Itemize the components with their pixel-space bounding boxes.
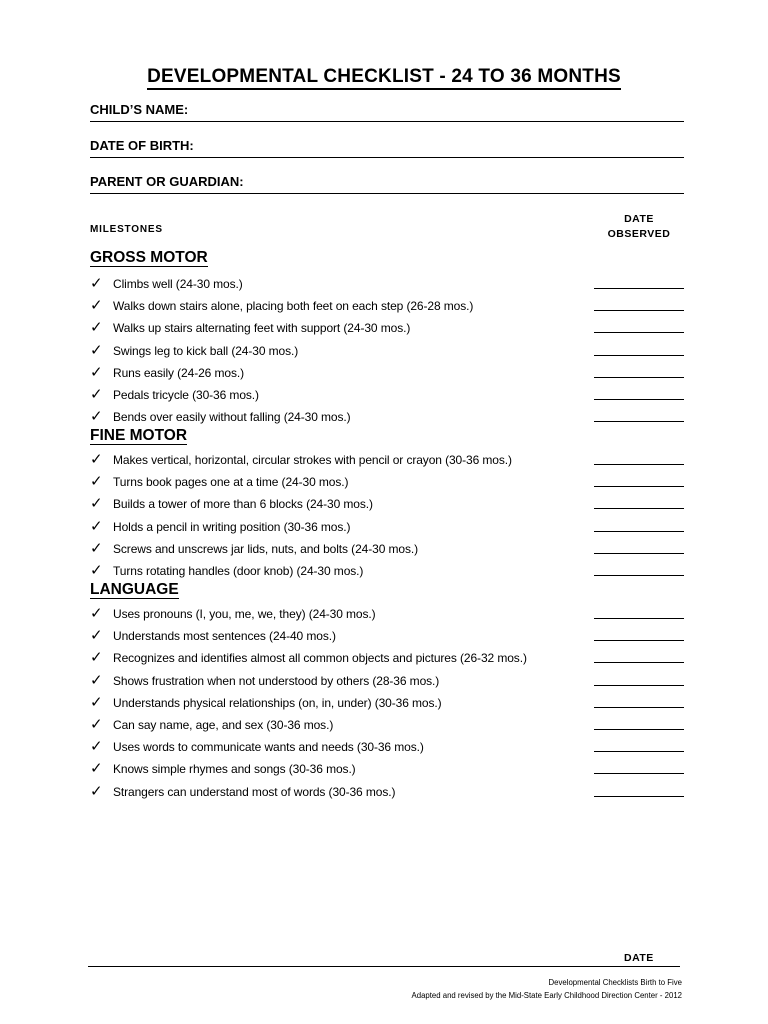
date-observed-column-header <box>594 212 684 242</box>
milestone-text: Makes vertical, horizontal, circular strokes with pencil or crayon (30-36 mos.) <box>113 453 512 467</box>
milestone-text: Strangers can understand most of words (30-36 mos.) <box>113 784 396 799</box>
milestone-text: Understands physical relationships (on, in, under) (30-36 mos.) <box>113 695 442 710</box>
checkmark-icon: ✓ <box>90 274 103 292</box>
footer-signature-line[interactable] <box>88 966 680 967</box>
milestone-text: Builds a tower of more than 6 blocks (24-30 mos.) <box>113 497 373 512</box>
page-title: DEVELOPMENTAL CHECKLIST - 24 TO 36 MONTHS <box>0 66 768 88</box>
date-observed-line[interactable] <box>594 332 684 333</box>
milestone-text: Turns rotating handles (door knob) (24-30 mos.) <box>113 564 364 578</box>
checkmark-icon: ✓ <box>90 670 103 689</box>
milestone-text: Bends over easily without falling (24-30 mos.) <box>113 410 351 425</box>
milestone-item <box>90 298 684 318</box>
parent-guardian-field[interactable] <box>90 172 684 194</box>
milestone-text: Climbs well (24-30 mos.) <box>113 277 243 291</box>
checkmark-icon: ✓ <box>90 362 103 381</box>
footer-credit-title: Developmental Checklists Birth to Five <box>548 978 682 987</box>
date-observed-line[interactable] <box>594 553 684 554</box>
milestone-text: Runs easily (24-26 mos.) <box>113 365 244 380</box>
parent-guardian-label: PARENT OR GUARDIAN: <box>90 174 244 189</box>
checkmark-icon: ✓ <box>90 538 103 557</box>
milestone-text: Holds a pencil in writing position (30-36 mos.) <box>113 519 351 534</box>
checkmark-icon: ✓ <box>90 715 103 733</box>
milestone-item <box>90 563 684 583</box>
milestone-text: Can say name, age, and sex (30-36 mos.) <box>113 718 334 732</box>
date-observed-line[interactable] <box>594 707 684 708</box>
milestone-text: Turns book pages one at a time (24-30 mos.) <box>113 475 349 490</box>
milestone-item <box>90 516 684 539</box>
milestone-item <box>90 781 684 804</box>
footer-date-label: DATE <box>624 952 654 964</box>
milestone-item <box>90 320 684 340</box>
milestone-item <box>90 340 684 363</box>
milestone-item <box>90 761 684 781</box>
date-of-birth-label: DATE OF BIRTH: <box>90 138 194 153</box>
section-heading: LANGUAGE <box>90 581 179 598</box>
milestone-item <box>90 496 684 516</box>
milestone-item <box>90 606 684 626</box>
date-observed-line[interactable] <box>594 662 684 663</box>
milestone-item <box>90 362 684 385</box>
date-observed-line[interactable] <box>594 464 684 465</box>
milestone-text: Uses words to communicate wants and needs (30-36 mos.) <box>113 740 424 755</box>
checkmark-icon: ✓ <box>90 472 103 491</box>
date-observed-line[interactable] <box>594 729 684 730</box>
child-name-label: CHILD’S NAME: <box>90 102 189 117</box>
date-observed-line[interactable] <box>594 355 684 356</box>
date-observed-line[interactable] <box>594 399 684 400</box>
section-heading: GROSS MOTOR <box>90 249 208 266</box>
checkmark-icon: ✓ <box>90 604 103 622</box>
milestone-item <box>90 650 684 670</box>
date-observed-line[interactable] <box>594 421 684 422</box>
milestone-item <box>90 474 684 494</box>
milestone-item <box>90 670 684 693</box>
checkmark-icon: ✓ <box>90 407 103 426</box>
date-observed-line[interactable] <box>594 618 684 619</box>
date-header-line1: DATE <box>624 213 654 225</box>
date-observed-line[interactable] <box>594 531 684 532</box>
date-observed-line[interactable] <box>594 575 684 576</box>
checkmark-icon: ✓ <box>90 385 103 403</box>
date-observed-line[interactable] <box>594 310 684 311</box>
milestone-text: Recognizes and identifies almost all common objects and pictures (26-32 mos.) <box>113 651 527 666</box>
milestone-text: Pedals tricycle (30-36 mos.) <box>113 388 259 402</box>
date-of-birth-field[interactable] <box>90 136 684 158</box>
milestones-column-header: MILESTONES <box>90 224 163 235</box>
milestone-text: Walks down stairs alone, placing both feet on each step (26-28 mos.) <box>113 299 474 314</box>
checkmark-icon: ✓ <box>90 318 103 337</box>
date-observed-line[interactable] <box>594 796 684 797</box>
date-observed-line[interactable] <box>594 685 684 686</box>
milestone-text: Swings leg to kick ball (24-30 mos.) <box>113 343 299 358</box>
checkmark-icon: ✓ <box>90 516 103 535</box>
milestone-item <box>90 739 684 759</box>
date-header-line2: OBSERVED <box>607 228 671 240</box>
milestone-item <box>90 276 684 296</box>
date-observed-line[interactable] <box>594 508 684 509</box>
checkmark-icon: ✓ <box>90 561 103 579</box>
milestone-item <box>90 387 684 407</box>
milestone-item <box>90 452 684 472</box>
milestone-text: Walks up stairs alternating feet with support (24-30 mos.) <box>113 321 411 336</box>
checkmark-icon: ✓ <box>90 340 103 359</box>
checkmark-icon: ✓ <box>90 296 103 315</box>
checkmark-icon: ✓ <box>90 781 103 800</box>
milestone-item <box>90 692 684 715</box>
checkmark-icon: ✓ <box>90 692 103 711</box>
checkmark-icon: ✓ <box>90 759 103 778</box>
footer-credit-adapted: Adapted and revised by the Mid-State Early Childhood Direction Center - 2012 <box>411 991 682 1000</box>
date-observed-line[interactable] <box>594 751 684 752</box>
section-heading: FINE MOTOR <box>90 427 188 444</box>
checkmark-icon: ✓ <box>90 737 103 756</box>
milestone-item <box>90 538 684 561</box>
checkmark-icon: ✓ <box>90 494 103 513</box>
milestone-text: Knows simple rhymes and songs (30-36 mos.) <box>113 762 356 777</box>
milestone-text: Uses pronouns (I, you, me, we, they) (24-30 mos.) <box>113 607 376 621</box>
date-observed-line[interactable] <box>594 773 684 774</box>
milestone-text: Understands most sentences (24-40 mos.) <box>113 629 336 644</box>
milestone-item <box>90 717 684 737</box>
milestone-item <box>90 628 684 648</box>
date-observed-line[interactable] <box>594 486 684 487</box>
date-observed-line[interactable] <box>594 640 684 641</box>
date-observed-line[interactable] <box>594 377 684 378</box>
child-name-field[interactable] <box>90 100 684 122</box>
date-observed-line[interactable] <box>594 288 684 289</box>
checkmark-icon: ✓ <box>90 648 103 667</box>
checkmark-icon: ✓ <box>90 450 103 468</box>
checkmark-icon: ✓ <box>90 626 103 645</box>
milestone-text: Shows frustration when not understood by others (28-36 mos.) <box>113 673 440 688</box>
milestone-text: Screws and unscrews jar lids, nuts, and bolts (24-30 mos.) <box>113 541 418 556</box>
